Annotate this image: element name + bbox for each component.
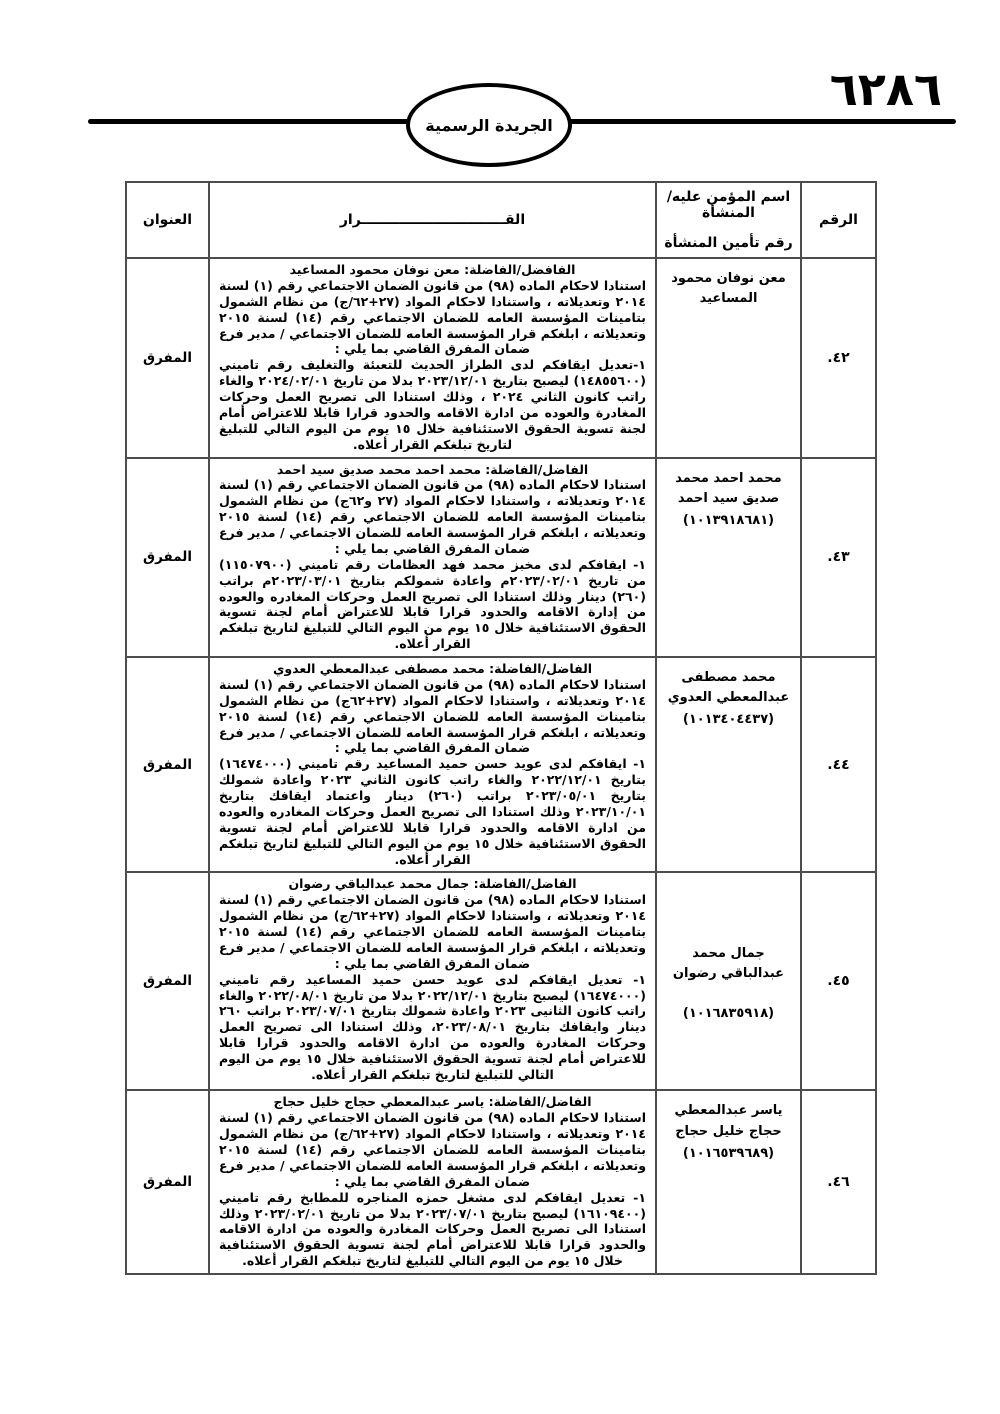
address-cell: المفرق [126,872,209,1090]
decisions-table [125,181,877,1275]
decision-item: ١-تعديل ايقافكم لدى الطراز الحديث للتعبئة والتغليف رقم تاميني (١٤٨٥٥٦٠٠) ليصبح بتاريخ ٢٠٢٣/١٢/٠١ بدلا من تاريخ ٢٠٢٤/٠٢/٠١ والغاء راتب كانون الثاني ٢٠٢٤ ، وذلك استنادا الى تصريح العمل وحركات المغادرة والعوده من ادارة الاقامه والحدود قرارا قابلا للاعتراض أمام لجنة تسوية الحقوق الاستئنافية خلال ١٥ يوم من اليوم التالي للتبليغ لتاريخ تبلغكم القرار أعلاه. [219,357,646,452]
header-decision: القــــــــــــــــــــــــــــــرار [209,182,656,258]
decision-legal-basis: استنادا لاحكام الماده (٩٨) من قانون الضمان الاجتماعي رقم (١) لسنة ٢٠١٤ وتعديلاته ، واستنادا لاحكام المواد (٢٧+٦٢/ج) من نظام الشمول بتامينات المؤسسة العامه للضمان الاجتماعي رقم (١٤) لسنة ٢٠١٥ وتعديلاته ، ابلغكم قرار المؤسسة العامه للضمان الاجتماعي / مدير فرع ضمان المفرق القاضي بما يلي : [219,892,647,971]
gazette-title-seal [406,83,572,167]
table-row [126,657,876,872]
decision-salutation: الفاضل/الفاضلة: محمد احمد محمد صديق سيد احمد [276,461,589,477]
insured-name-cell [656,657,801,872]
insured-name: جمال محمد عبدالباقي رضوان [672,946,785,982]
insured-name: محمد مصطفى عبدالمعطي العدوي [667,670,790,706]
gazette-title: الجريدة الرسمية [425,115,553,135]
decision-item: ١- تعديل ايقافكم لدى مشغل حمزه المناجره للمطابخ رقم تاميني (١٦١٠٩٤٠٠) ليصبح بتاريخ ٢٠٢٣/٠٧/٠١ بدلا من تاريخ ٢٠٢٣/٠٢/٠١ وذلك استنادا الى تصريح العمل وحركات المغادرة والعوده من ادارة الاقامه والحدود قرارا قابلا للاعتراض أمام لجنة تسوية الحقوق الاستئنافية خلال ١٥ يوم من اليوم التالي للتبليغ لتاريخ تبلغكم القرار أعلاه. [219,1189,646,1269]
insurance-number: (١٠١٦٥٣٩٦٨٩) [682,1145,775,1161]
decision-item: ١- تعديل ايقافكم لدى عويد حسن حميد المساعيد رقم تاميني (١٦٤٧٤٠٠٠) ليصبح بتاريخ ٢٠٢٢/١٢/٠١ بدلا من تاريخ ٢٠٢٢/٠٨/٠١ والغاء راتب كانون الثانيى ٢٠٢٣ واعادة شمولك بتاريخ ٢٠٢٣/٠٧/٠١ براتب ٢٦٠ دينار وايقافك بتاريخ ٢٠٢٣/٠٨/٠١، وذلك استنادا الى تصريح العمل وحركات المغادرة والعوده من ادارة الاقامه والحدود قرارا قابلا للاعتراض أمام لجنة تسوية الحقوق الاستئنافية خلال ١٥ يوم من اليوم التالي للتبليغ لتاريخ تبلغكم القرار أعلاه. [219,971,646,1082]
insurance-number: (١٠١٣٤٠٤٤٣٧) [682,712,775,728]
insured-name-cell [656,1090,801,1274]
table-row [126,458,876,658]
decision-salutation: الفاضل/الفاضلة: محمد مصطفى عبدالمعطي العدوي [272,661,593,676]
table-header [126,182,876,258]
decision-item: ١- ايقافكم لدى مخبز محمد فهد العظامات رقم تاميني (١١٥٠٧٩٠٠) من تاريخ ٢٠٢٣/٠٢/٠١م واعادة شمولكم بتاريخ ٢٠٢٣/٠٣/٠١م براتب (٢٦٠) دينار وذلك استنادا الى تصريح العمل وحركات المغادره والعوده من إدارة الاقامه والحدود قرارا قابلا للاعتراض أمام لجنة تسوية الحقوق الاستئنافية خلال ١٥ يوم من اليوم التالي للتبليغ لتاريخ تبلغكم القرار أعلاه. [219,556,647,652]
table-body [126,258,876,1274]
decision-salutation: الفافضل/الفاضلة: معن نوفان محمود المساعيد [289,262,576,277]
decision-cell [209,657,656,872]
decision-item: ١- ايقافكم لدى عويد حسن حميد المساعيد رقم تاميني (١٦٤٧٤٠٠٠) بتاريخ ٢٠٢٢/١٢/٠١ والغاء راتب كانون الثاني ٢٠٢٣ واعادة شمولك بتاريخ ٢٠٢٣/٠٥/٠١ براتب (٢٦٠) دينار واعتماد ايقافك بتاريخ ٢٠٢٣/١٠/٠١ وذلك استنادا الى تصريح العمل وحركات المغادره والعوده من ادارة الاقامه والحدود قرارا قابلا للاعتراض أمام لجنة تسوية الحقوق الاستئنافية خلال ١٥ يوم من اليوم التالي للتبليغ لتاريخ تبلغكم القرار أعلاه. [219,756,647,867]
row-number: ٤٥. [801,872,876,1090]
decision-legal-basis: استنادا لاحكام الماده (٩٨) من قانون الضمان الاجتماعي رقم (١) لسنة ٢٠١٤ وتعديلاته ، واستنادا لاحكام المواد (٢٧ و٦٢ج) من نظام الشمول بتامينات المؤسسة العامه للضمان الاجتماعي رقم (١٤) لسنة ٢٠١٥ وتعديلاته ، ابلغكم قرار المؤسسة العامه للضمان الاجتماعي / مدير فرع ضمان المفرق القاضي بما يلي : [219,477,647,556]
header-insured-line2: رقم تأمين المنشأة [664,235,793,251]
row-number: ٤٦. [801,1090,876,1274]
row-number: ٤٢. [801,258,876,458]
decision-cell [209,872,656,1090]
table-row [126,1090,876,1274]
decision-salutation: الفاضل/الفاضلة: ياسر عبدالمعطي حجاج خليل حجاج [273,1094,592,1110]
page-number: ٦٢٨٦ [829,62,942,116]
decision-cell [209,258,656,458]
table-row [126,872,876,1090]
header-insured [656,182,801,258]
decision-salutation: الفاضل/الفاضلة: جمال محمد عبدالباقي رضوان [288,876,577,892]
decision-cell [209,458,656,658]
insured-name: معن نوفان محمود المساعيد [671,271,786,307]
decision-legal-basis: استنادا لاحكام الماده (٩٨) من قانون الضمان الاجتماعي رقم (١) لسنة ٢٠١٤ وتعديلاته ، واستنادا لاحكام المواد (٢٧+٦٢/ج) من نظام الشمول بتامينات المؤسسة العامه للضمان الاجتماعي رقم (١٤) لسنة ٢٠١٥ وتعديلاته ، ابلغكم قرار المؤسسة العامه للضمان الاجتماعي / مدير فرع ضمان المفرق القاضي بما يلي : [219,277,647,357]
insured-name-cell [656,258,801,458]
insured-name: محمد احمد محمد صديق سيد احمد [675,470,782,506]
insurance-number: (١٠١٦٨٣٥٩١٨) [682,1006,775,1022]
row-number: ٤٤. [801,657,876,872]
address-cell: المفرق [126,657,209,872]
header-row [126,182,876,258]
table-row [126,258,876,458]
insured-name-cell [656,872,801,1090]
address-cell: المفرق [126,1090,209,1274]
insured-name: ياسر عبدالمعطي حجاج خليل حجاج [674,1103,783,1139]
decision-legal-basis: استنادا لاحكام الماده (٩٨) من قانون الضمان الاجتماعي رقم (١) لسنة ٢٠١٤ وتعديلاته ، واستنادا لاحكام المواد (٢٧+٦٢ج) من نظام الشمول بتامينات المؤسسة العامه للضمان الاجتماعي رقم (١٤) لسنة ٢٠١٥ وتعديلاته ، ابلغكم قرار المؤسسة العامه للضمان الاجتماعي / مدير فرع ضمان المفرق القاضي بما يلي : [219,676,647,756]
header-insured-line1: اسم المؤمن عليه/المنشأة [666,189,791,221]
row-number: ٤٣. [801,458,876,658]
address-cell: المفرق [126,258,209,458]
header-number: الرقم [801,182,876,258]
address-cell: المفرق [126,458,209,658]
decision-cell [209,1090,656,1274]
insured-name-cell [656,458,801,658]
header-address: العنوان [126,182,209,258]
decision-legal-basis: استنادا لاحكام الماده (٩٨) من قانون الضمان الاجتماعي رقم (١) لسنة ٢٠١٤ وتعديلاته ، واستنادا لاحكام المواد (٢٧+٦٢/ج) من نظام الشمول بتامينات المؤسسة العامه للضمان الاجتماعي رقم (١٤) لسنة ٢٠١٥ وتعديلاته ، ابلغكم قرار المؤسسة العامه للضمان الاجتماعي / مدير فرع ضمان المفرق القاضي بما يلي : [219,1110,647,1189]
insurance-number: (١٠١٣٩١٨٦٨١) [682,512,775,528]
